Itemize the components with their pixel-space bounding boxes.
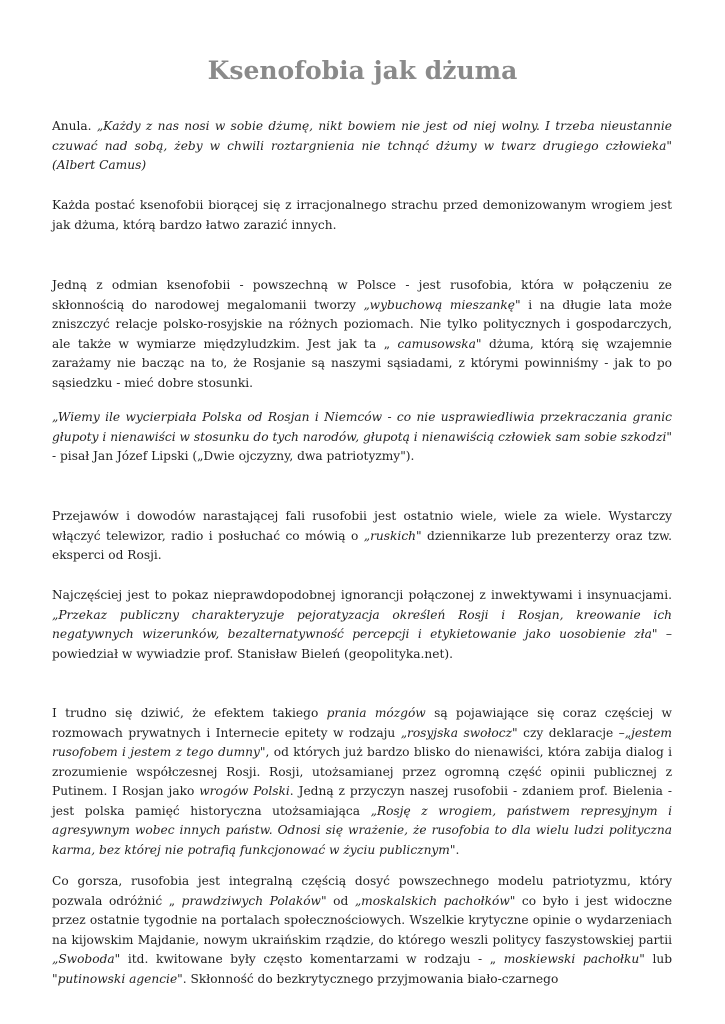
article-title: Ksenofobia jak dżuma (207, 56, 518, 85)
italic-text: „jestem rusofobem i jestem z tego dumny" (52, 725, 672, 759)
text-run: . Jedną z przyczyn naszej rusofobii - zdaniem prof. Bielenia - jest polska pamięć historyczna utożsamiająca (52, 784, 672, 818)
paragraph (52, 704, 672, 860)
text-run: , od których już bardzo blisko do nienawiści, która zabija dialog i zrozumienie współczesnej Rosji. Rosji, utożsamianej przez ogromną część opinii publicznej z Putinem. I Rosjan jako (52, 745, 672, 798)
text-run: od (326, 893, 355, 908)
text-run: Każda postać ksenofobii biorącej się z irracjonalnego strachu przed demonizowanym wrogiem jest jak dżuma, którą bardzo łatwo zarazić innych. (52, 198, 672, 232)
text-run: dziennikarze lub prezenterzy oraz tzw. eksperci od Rosji. (52, 528, 672, 562)
text-run: ". Skłonność do bezkrytycznego przyjmowania biało-czarnego (177, 971, 559, 986)
text-run: I trudno się dziwić, że efektem takiego (52, 706, 327, 720)
text-run: są pojawiające się coraz częściej w rozmowach prywatnych i Internecie epitety w rodzaju (52, 706, 672, 740)
text-run: i na długie lata może zniszczyć relacje polsko-rosyjskie na różnych poziomach. Nie tylko politycznych i gospodarczych, ale także w wymiarze międzyludzkim. Jest jak ta „ (52, 297, 672, 351)
text-run: Przejawów i dowodów narastającej fali rusofobii jest ostatnio wiele, wiele za wiele. Wystarczy włączyć telewizor, radio i posłuchać co mówią o (52, 509, 672, 543)
text-run: Najczęściej jest to pokaz nieprawdopodobnej ignorancji połączonej z inwektywami i insynuacjami. (52, 588, 672, 602)
paragraph (52, 586, 672, 664)
paragraph (52, 872, 672, 989)
italic-text: „Przekaz publiczny charakteryzuje pejoratyzacja określeń Rosji i Rosjan, kreowanie ich negatywnych wizerunków, bezalternatywność percepcji i etykietowanie jako uosobienie zła" (52, 607, 672, 641)
text-run: Co gorsza, rusofobia jest integralną częścią dosyć powszechnego modelu patriotyzmu, który pozwala odróżnić „ (52, 874, 672, 908)
italic-text: „wybuchową mieszankę" (363, 297, 521, 312)
italic-text: prania mózgów (326, 706, 426, 720)
italic-text: „Każdy z nas nosi w sobie dżumę, nikt bowiem nie jest od niej wolny. I trzeba nieustannie czuwać nad sobą, żeby w chwili roztargnienia nie tchnąć dżumy w twarz drugiego człowieka" (Albert Camus) (52, 119, 672, 172)
italic-text: „Swoboda" (52, 952, 121, 966)
text-run: " lub " (52, 952, 672, 986)
text-run: – powiedział w wywiadzie prof. Stanisław Bieleń (geopolityka.net). (52, 627, 673, 661)
italic-text: prawdziwych Polaków" (181, 893, 327, 908)
italic-text: „moskalskich pachołków" (354, 893, 516, 908)
text-run: . (455, 842, 460, 857)
text-run: Anula. (52, 119, 97, 133)
text-run: itd. kwitowane były często komentarzami w rodzaju - „ (120, 952, 504, 966)
paragraph (52, 196, 672, 235)
text-run: - pisał Jan Józef Lipski („Dwie ojczyzny, dwa patriotyzmy"). (52, 449, 415, 463)
italic-text: „Wiemy ile wycierpiała Polska od Rosjan i Niemców - co nie usprawiedliwia przekraczania granic głupoty i nienawiści w stosunku do tych narodów, głupotą i nienawiścią człowiek sam sobie szkodzi" (52, 410, 672, 444)
paragraph (52, 408, 672, 467)
italic-text: „Rosję z wrogiem, państwem represyjnym i agresywnym wobec innych państw. Odnosi się wrażenie, że rusofobia to dla wielu ludzi polityczna karma, bez której nie potrafią funkcjonować w życiu publicznym" (52, 803, 672, 857)
paragraph (52, 507, 672, 566)
paragraph (52, 117, 672, 176)
text-run: dżuma, którą się wzajemnie zarażamy nie bacząc na to, że Rosjanie są naszymi sąsiadami, z którymi powinniśmy - jak to po sąsiedzku - mieć dobre stosunki. (52, 336, 672, 390)
text-run: co było i jest widoczne przez ostatnie tygodnie na portalach społecznościowych. Wszelkie krytyczne opinie o wydarzeniach na kijowskim Majdanie, nowym ukraińskim rządzie, do którego weszli politycy faszystowskiej partii (52, 893, 673, 947)
italic-text: „rosyjska swołocz" (400, 725, 518, 740)
italic-text: wrogów Polski (199, 784, 290, 798)
paragraph (52, 276, 672, 393)
text-run: Jedną z odmian ksenofobii - powszechną w Polsce - jest rusofobia, która w połączeniu ze skłonnością do narodowej megalomanii tworzy (52, 278, 672, 312)
italic-text: camusowska" (397, 336, 482, 351)
italic-text: „ruskich" (363, 528, 422, 543)
italic-text: moskiewski pachołku (503, 952, 640, 966)
italic-text: putinowski agencie (57, 971, 178, 986)
text-run: czy deklaracje – (517, 725, 625, 740)
